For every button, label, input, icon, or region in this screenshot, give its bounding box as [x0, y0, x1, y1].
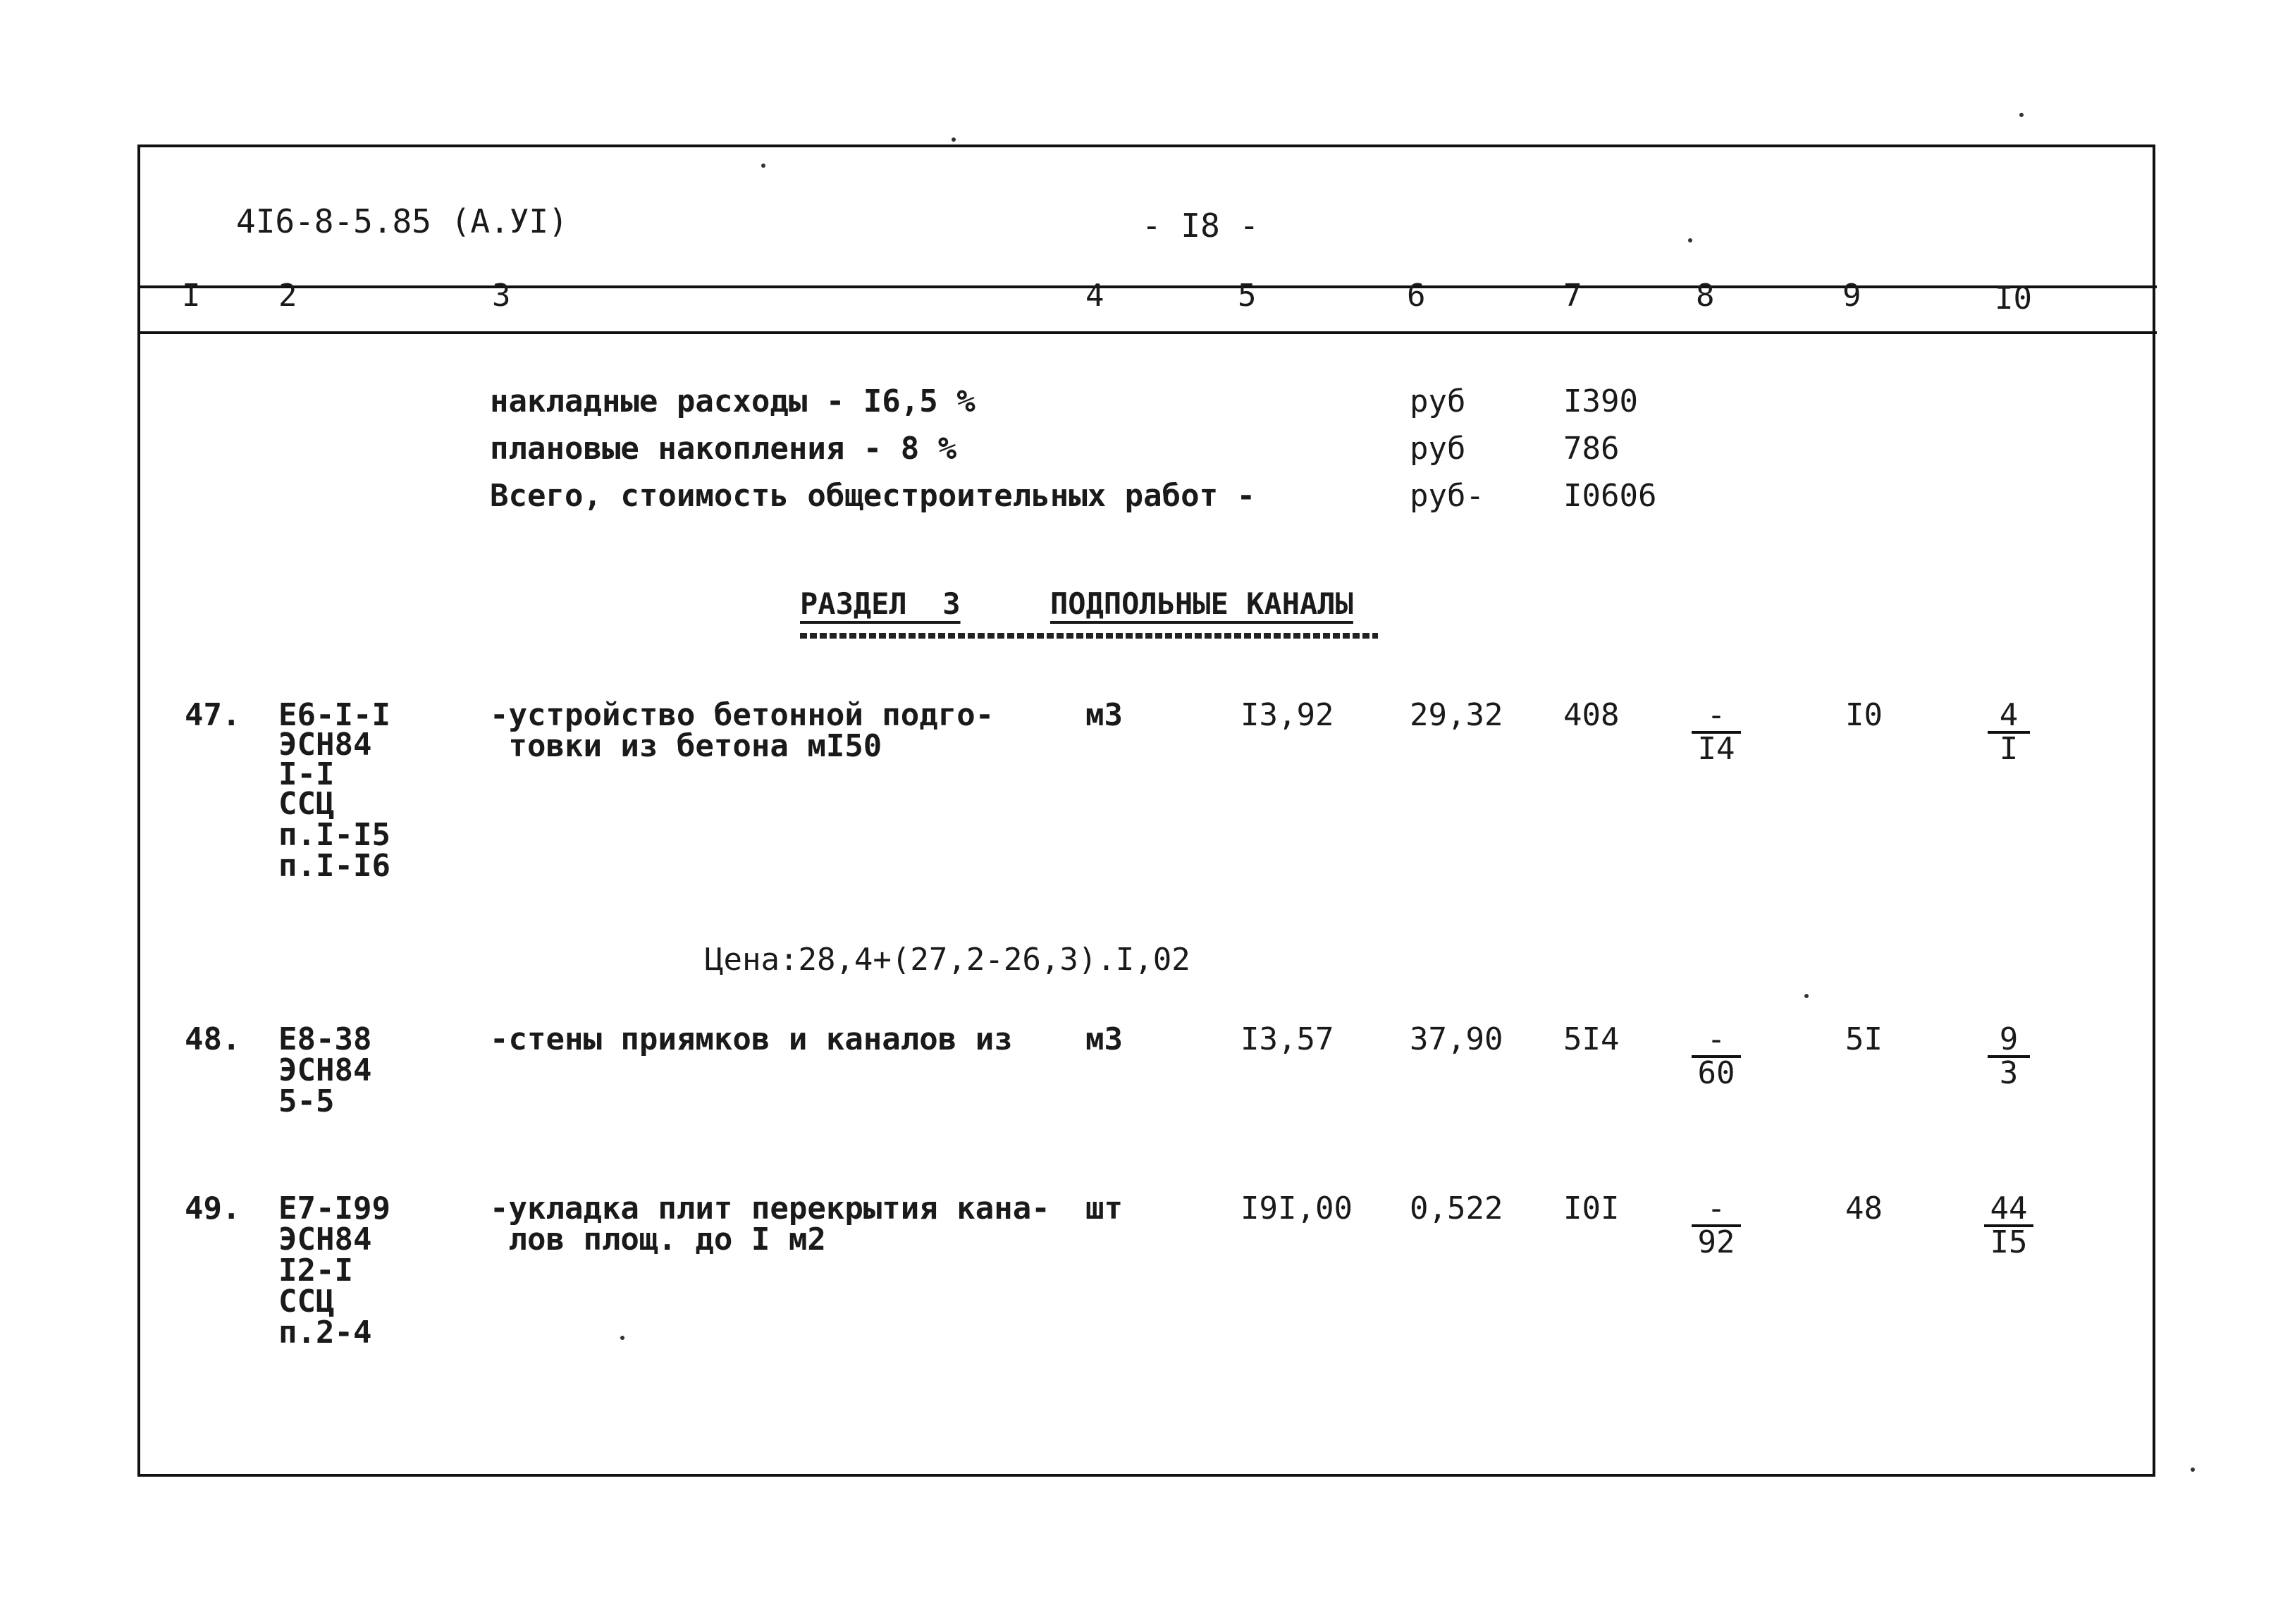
- column-header-5: 5: [1238, 278, 1257, 314]
- section-number: РАЗДЕЛ 3: [800, 586, 961, 621]
- row-47-quantity: I3,92: [1241, 697, 1334, 733]
- column-header-6: 6: [1407, 278, 1426, 314]
- column-header-8: 8: [1696, 278, 1715, 314]
- overhead-unit: руб: [1410, 383, 1466, 419]
- overhead-label: накладные расходы - I6,5 %: [490, 383, 975, 419]
- row-49-col8-denominator: 92: [1697, 1224, 1735, 1260]
- row-48-unit: м3: [1085, 1021, 1123, 1057]
- row-47-code-2: ЭСН84: [278, 727, 372, 763]
- row-47-code-5: п.I-I5: [278, 817, 390, 853]
- row-47-description-line-2: товки из бетона мI50: [490, 728, 882, 764]
- row-48-cost: 5I4: [1563, 1021, 1620, 1057]
- row-48-col9: 5I: [1845, 1021, 1883, 1057]
- price-formula: Цена:28,4+(27,2-26,3).I,02: [705, 942, 1190, 978]
- column-header-9: 9: [1842, 278, 1861, 314]
- row-47-code-1: Е6-I-I: [278, 697, 390, 733]
- row-48-col10-denominator: 3: [1999, 1055, 2019, 1091]
- header-bottom-rule: [137, 331, 2157, 334]
- row-49-code-2: ЭСН84: [278, 1222, 372, 1257]
- row-49-col8-numerator: -: [1692, 1193, 1741, 1227]
- row-48-col8-denominator: 60: [1697, 1055, 1735, 1091]
- column-header-7: 7: [1563, 278, 1582, 314]
- planned-savings-unit: руб: [1410, 431, 1466, 467]
- row-47-col10-fraction: [1988, 697, 2030, 767]
- row-47-number: 47.: [185, 697, 241, 733]
- row-47-col8-numerator: -: [1692, 700, 1741, 734]
- row-49-unit-price: 0,522: [1410, 1191, 1503, 1226]
- row-49-unit: шт: [1085, 1191, 1123, 1226]
- row-49-code-1: Е7-I99: [278, 1191, 390, 1226]
- total-cost-label: Всего, стоимость общестроительных работ -: [490, 478, 1256, 514]
- row-48-quantity: I3,57: [1241, 1021, 1334, 1057]
- row-47-code-6: п.I-I6: [278, 848, 390, 884]
- page-number: - I8 -: [1142, 207, 1260, 245]
- row-47-unit-price: 29,32: [1410, 697, 1503, 733]
- row-48-col8-fraction: [1692, 1021, 1741, 1091]
- row-49-code-4: ССЦ: [278, 1284, 335, 1320]
- row-48-code-3: 5-5: [278, 1083, 335, 1119]
- total-cost-value: I0606: [1563, 478, 1657, 514]
- row-47-code-4: ССЦ: [278, 786, 335, 822]
- document-code: 4I6-8-5.85 (A.УI): [236, 202, 568, 240]
- row-47-col9: I0: [1845, 697, 1883, 733]
- document-frame: [137, 144, 2155, 1477]
- row-49-cost: I0I: [1563, 1191, 1620, 1226]
- row-49-col8-fraction: [1692, 1193, 1741, 1258]
- section-underline: [800, 633, 1378, 639]
- row-49-code-3: I2-I: [278, 1253, 353, 1288]
- scan-speck: [952, 137, 956, 142]
- row-48-col10-fraction: [1988, 1021, 2030, 1091]
- overhead-value: I390: [1563, 383, 1638, 419]
- row-48-description-line-1: -стены приямков и каналов из: [490, 1021, 1013, 1057]
- row-48-code-2: ЭСН84: [278, 1052, 372, 1088]
- row-49-col9: 48: [1845, 1191, 1883, 1226]
- row-47-col8-denominator: I4: [1697, 731, 1735, 767]
- row-48-col8-numerator: -: [1692, 1024, 1741, 1058]
- section-title: ПОДПОЛЬНЫЕ КАНАЛЫ: [1050, 586, 1353, 621]
- column-header-3: 3: [492, 278, 511, 314]
- planned-savings-value: 786: [1563, 431, 1620, 467]
- column-header-2: 2: [278, 278, 297, 314]
- row-49-description-line-2: лов площ. до I м2: [490, 1222, 826, 1257]
- scan-speck: [2019, 113, 2024, 117]
- column-header-1: I: [182, 278, 201, 314]
- row-47-col10-denominator: I: [1999, 731, 2019, 767]
- row-49-description-line-1: -укладка плит перекрытия кана-: [490, 1191, 1050, 1226]
- row-49-quantity: I9I,00: [1241, 1191, 1353, 1226]
- row-49-col10-numerator: 44: [1984, 1193, 2033, 1227]
- row-48-col10-numerator: 9: [1988, 1024, 2030, 1058]
- row-48-unit-price: 37,90: [1410, 1021, 1503, 1057]
- row-47-code-3: I-I: [278, 756, 335, 792]
- row-47-unit: м3: [1085, 697, 1123, 733]
- scan-speck: [2191, 1468, 2195, 1472]
- total-cost-unit: руб-: [1410, 478, 1484, 514]
- row-47-col10-numerator: 4: [1988, 700, 2030, 734]
- row-47-col8-fraction: [1692, 697, 1741, 767]
- row-49-col10-fraction: [1984, 1193, 2033, 1258]
- column-header-4: 4: [1085, 278, 1104, 314]
- row-48-code-1: Е8-38: [278, 1021, 372, 1057]
- row-49-col10-denominator: I5: [1990, 1224, 2028, 1260]
- scan-speck: [620, 1336, 624, 1340]
- row-49-number: 49.: [185, 1191, 241, 1226]
- row-48-number: 48.: [185, 1021, 241, 1057]
- scan-speck: [761, 164, 765, 168]
- row-49-code-5: п.2-4: [278, 1315, 372, 1351]
- row-47-description-line-1: -устройство бетонной подго-: [490, 697, 995, 733]
- scan-speck: [1688, 238, 1692, 242]
- scan-speck: [1804, 994, 1809, 998]
- planned-savings-label: плановые накопления - 8 %: [490, 431, 957, 467]
- column-header-10: I0: [1995, 281, 2032, 316]
- row-47-cost: 408: [1563, 697, 1620, 733]
